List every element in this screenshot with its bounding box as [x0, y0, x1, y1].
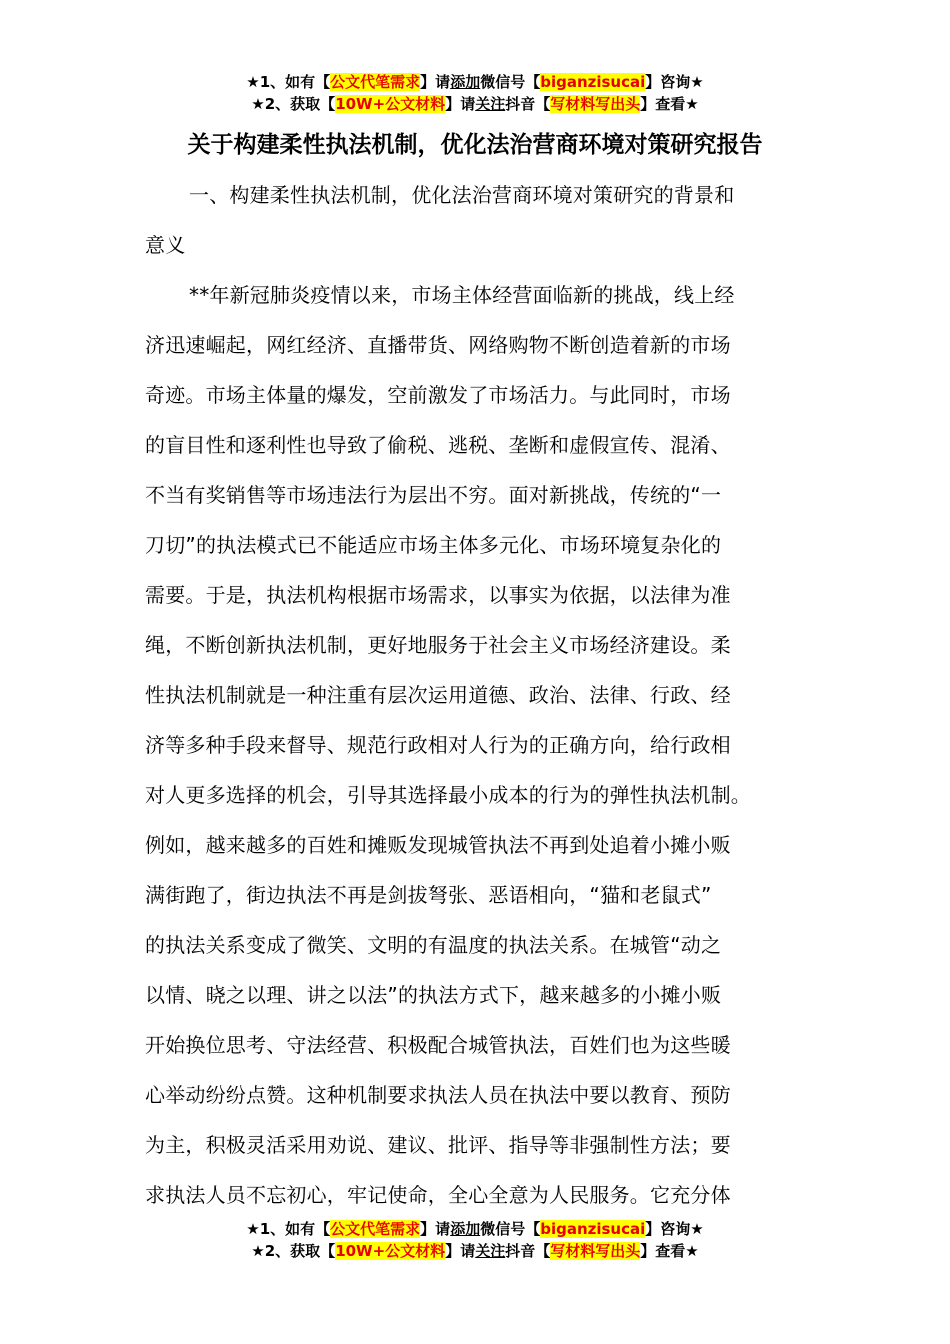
banner-text: 1、如有【	[259, 1220, 331, 1238]
header-banner	[0, 71, 950, 115]
paragraph-line: 开始换位思考、守法经营、积极配合城管执法，百姓们也为这些暖	[145, 1033, 731, 1057]
banner-line-1	[0, 71, 950, 93]
paragraph-line: 为主，积极灵活采用劝说、建议、批评、指导等非强制性方法；要	[145, 1133, 731, 1157]
paragraph-line: 绳，不断创新执法机制，更好地服务于社会主义市场经济建设。柔	[145, 633, 731, 657]
banner-highlight: 公文代笔需求	[330, 73, 421, 91]
banner-text: 抖音【	[505, 95, 551, 113]
banner-text: 2、获取【	[264, 1242, 336, 1260]
banner-text: 1、如有【	[259, 73, 331, 91]
star-icon: ★	[246, 1220, 260, 1238]
banner-highlight: 10W+公文材料	[335, 1242, 446, 1260]
banner-text: 】请	[445, 95, 476, 113]
banner-text: 】咨询★	[645, 1220, 704, 1238]
banner-highlight: 公文代笔需求	[330, 1220, 421, 1238]
banner-highlight: biganzisucai	[540, 1220, 646, 1238]
paragraph-line: 奇迹。市场主体量的爆发，空前激发了市场活力。与此同时，市场	[145, 383, 731, 407]
paragraph-line: 济迅速崛起，网红经济、直播带货、网络购物不断创造着新的市场	[145, 333, 731, 357]
section-heading: 一、构建柔性执法机制，优化法治营商环境对策研究的背景和	[189, 183, 735, 207]
banner-text: 】请	[420, 1220, 451, 1238]
banner-underline: 关注	[475, 1242, 506, 1260]
paragraph-line: 不当有奖销售等市场违法行为层出不穷。面对新挑战，传统的“一	[145, 483, 722, 507]
star-icon: ★	[251, 1242, 265, 1260]
banner-text: 】咨询★	[645, 73, 704, 91]
paragraph-line: 刀切”的执法模式已不能适应市场主体多元化、市场环境复杂化的	[145, 533, 722, 557]
banner-text: 微信号【	[480, 73, 541, 91]
paragraph-line: 性执法机制就是一种注重有层次运用道德、政治、法律、行政、经	[145, 683, 731, 707]
footer-banner	[0, 1218, 950, 1262]
banner-text: 2、获取【	[264, 95, 336, 113]
banner-text: 】请	[420, 73, 451, 91]
star-icon: ★	[251, 95, 265, 113]
section-heading-cont: 意义	[145, 233, 186, 257]
banner-line-2	[0, 1240, 950, 1262]
star-icon: ★	[246, 73, 260, 91]
paragraph-line: 对人更多选择的机会，引导其选择最小成本的行为的弹性执法机制。	[145, 783, 751, 807]
banner-line-2	[0, 93, 950, 115]
paragraph-line: 的盲目性和逐利性也导致了偷税、逃税、垄断和虚假宣传、混淆、	[145, 433, 731, 457]
banner-underline: 添加	[450, 1220, 481, 1238]
banner-line-1	[0, 1218, 950, 1240]
banner-highlight: 10W+公文材料	[335, 95, 446, 113]
banner-text: 抖音【	[505, 1242, 551, 1260]
document-title: 关于构建柔性执法机制，优化法治营商环境对策研究报告	[187, 132, 763, 158]
paragraph-line: 以情、晓之以理、讲之以法”的执法方式下，越来越多的小摊小贩	[145, 983, 722, 1007]
paragraph-line: 的执法关系变成了微笑、文明的有温度的执法关系。在城管“动之	[145, 933, 722, 957]
banner-underline: 添加	[450, 73, 481, 91]
paragraph-line: 心举动纷纷点赞。这种机制要求执法人员在执法中要以教育、预防	[145, 1083, 731, 1107]
paragraph-line: 例如，越来越多的百姓和摊贩发现城管执法不再到处追着小摊小贩	[145, 833, 731, 857]
banner-highlight: 写材料写出头	[550, 1242, 641, 1260]
banner-text: 】查看★	[640, 95, 699, 113]
paragraph-line: 满街跑了，街边执法不再是剑拔弩张、恶语相向，“猫和老鼠式”	[145, 883, 712, 907]
banner-text: 】查看★	[640, 1242, 699, 1260]
document-body	[145, 170, 815, 1220]
banner-underline: 关注	[475, 95, 506, 113]
banner-text: 微信号【	[480, 1220, 541, 1238]
paragraph-line: 济等多种手段来督导、规范行政相对人行为的正确方向，给行政相	[145, 733, 731, 757]
banner-highlight: 写材料写出头	[550, 95, 641, 113]
paragraph-line: 求执法人员不忘初心，牢记使命，全心全意为人民服务。它充分体	[145, 1183, 731, 1207]
banner-highlight: biganzisucai	[540, 73, 646, 91]
paragraph-line: **年新冠肺炎疫情以来，市场主体经营面临新的挑战，线上经	[189, 283, 735, 307]
paragraph-line: 需要。于是，执法机构根据市场需求，以事实为依据，以法律为准	[145, 583, 731, 607]
banner-text: 】请	[445, 1242, 476, 1260]
